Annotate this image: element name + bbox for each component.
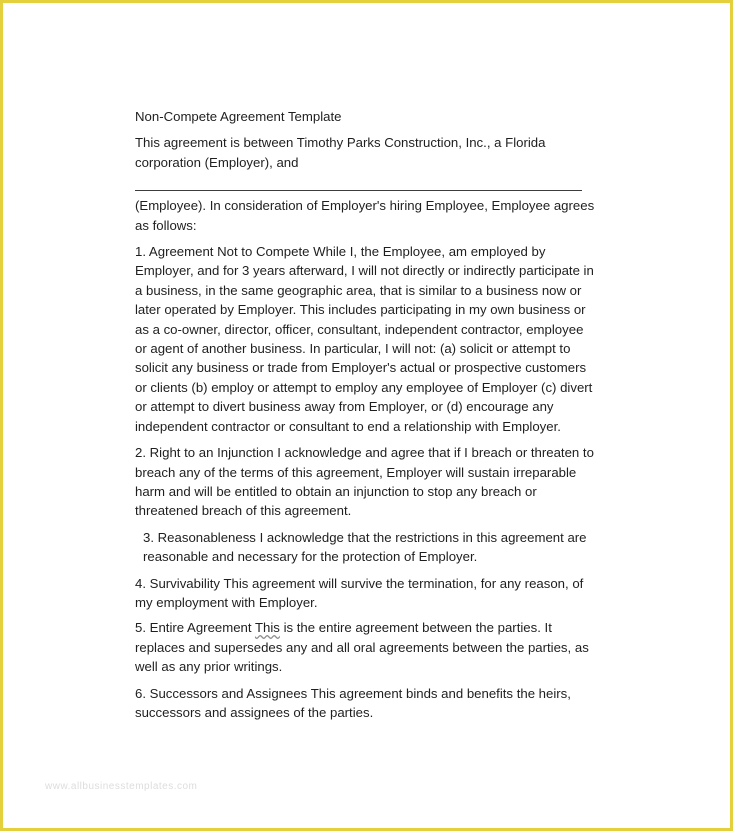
section-2-right-to-injunction: 2. Right to an Injunction I acknowledge and agree that if I breach or threaten to breach any of the terms of this agreement, Employer will sustain irreparable harm and will be entitled to obtain an injunction to stop any breach or threatened breach of this agreement. <box>135 445 594 519</box>
section-5-prefix: 5. Entire Agreement <box>135 620 255 636</box>
intro-paragraph: This agreement is between Timothy Parks Construction, Inc., a Florida corporation (Employer), and <box>135 135 546 170</box>
watermark: www.allbusinesstemplates.com <box>45 781 198 792</box>
section-3-reasonableness: 3. Reasonableness I acknowledge that the restrictions in this agreement are reasonable and necessary for the protection of Employer. <box>143 529 587 565</box>
section-5-entire-agreement <box>135 618 595 676</box>
section-5-suffix: is the entire agreement between the parties. It replaces and supersedes any and all oral agreements between the parties, as well as any prior writings. <box>135 620 589 675</box>
section-5-highlight: This <box>254 620 280 636</box>
section-6-successors-and-assignees: 6. Successors and Assignees This agreement binds and benefits the heirs, successors and assignees of the parties. <box>135 685 571 720</box>
document-title: Non-Compete Agreement Template <box>135 109 342 124</box>
section-4-survivability: 4. Survivability This agreement will survive the termination, for any reason, of my employment with Employer. <box>135 575 584 610</box>
employee-name-blank-line <box>135 178 582 191</box>
section-1-agreement-not-to-compete: 1. Agreement Not to Compete While I, the Employee, am employed by Employer, and for 3 years afterward, I will not directly or indirectly participate in a business, in the same geographic area, that is similar to a business now or later operated by Employer. This includes participating in my own business or as a co-owner, director, officer, consultant, independent contractor, employee or agent of another business. In particular, I will not: (a) solicit or attempt to solicit any business or trade from Employer's actual or prospective customers or clients (b) employ or attempt to employ any employee of Employer (c) divert or attempt to divert business away from Employer, or (d) encourage any independent contractor or consultant to end a relationship with Employer. <box>135 244 594 434</box>
agreement-document <box>135 107 595 729</box>
employee-clause: (Employee). In consideration of Employer's hiring Employee, Employee agrees as follows: <box>135 198 595 233</box>
